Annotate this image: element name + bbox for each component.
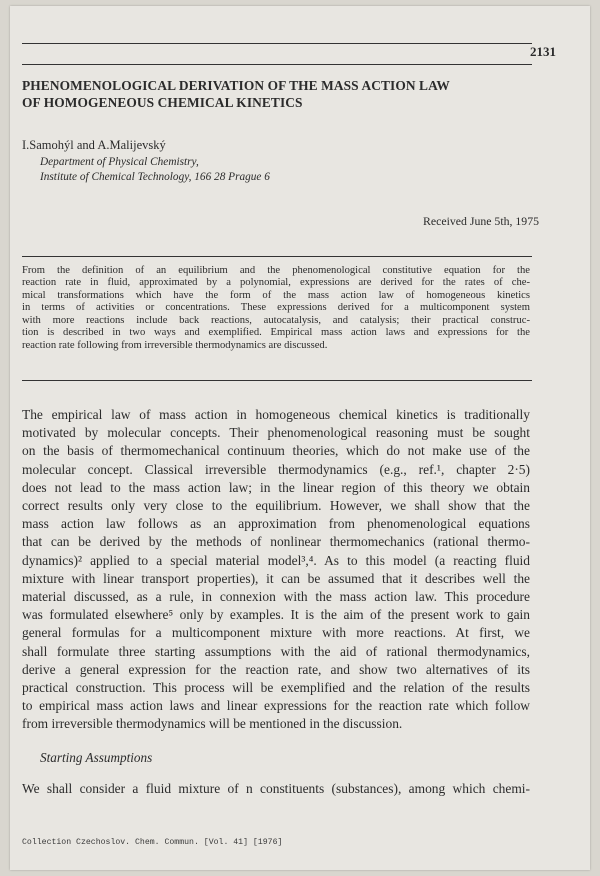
abstract [22,265,530,352]
authors: I.Samohýl and A.Malijevský [22,138,166,152]
received-date: Received June 5th, 1975 [423,214,539,228]
body-line: general formulas for a multicomponent mixture with more reactions. At first, we [22,625,530,641]
page-number: 2131 [530,44,556,59]
body-line: was formulated elsewhere⁵ only by examples. It is the aim of the present work to gain [22,607,530,623]
abstract-line: reaction rate following from irreversible thermodynamics are discussed. [22,339,328,351]
body-line: shall formulate three starting assumptions with the aid of rational thermodynamics, [22,643,530,659]
body-line: derive a general expression for the reaction rate, and show two alternatives of its [22,661,530,677]
affiliation-line-1: Department of Physical Chemistry, [40,156,199,168]
body-line: material discussed, as a rule, in connexion with the mass action law. This procedure [22,589,530,605]
body-line: does not lead to the mass action law; in the linear region of this theory we obtain [22,479,530,495]
body-line: correct results only very close to the equilibrium. However, we shall show that the [22,498,530,514]
title-line-1: PHENOMENOLOGICAL DERIVATION OF THE MASS ACTION LAW [22,78,450,93]
title-line-2: OF HOMOGENEOUS CHEMICAL KINETICS [22,95,303,110]
body-line: from irreversible thermodynamics will be mentioned in the discussion. [22,716,403,732]
abstract-line: in terms of activities or concentrations. These expressions derived for a multicomponent system [22,302,530,314]
journal-footer: Collection Czechoslov. Chem. Commun. [Vol. 41] [1976] [22,838,283,847]
header-rule [22,64,532,65]
body-line: practical construction. This process will be exemplified and the relation of the results [22,680,530,696]
abstract-line: reaction rate in fluid, approximated by a polynomial, expressions are derived for the rates of che- [22,277,530,289]
body-line: to empirical mass action laws and linear expressions for the reaction rate which follow [22,698,530,714]
body-line: that can be derived by the methods of nonlinear thermomechanics (rational thermo- [22,534,530,550]
body-paragraph [22,406,530,734]
affiliation [40,155,270,185]
abstract-line: From the definition of an equilibrium and the phenomenological constitutive equation for the [22,265,530,276]
body-line: mass action law follows as an approximation from phenomenological equations [22,516,530,532]
body-line: dynamics)² applied to a special material model³,⁴. As to this model (a reacting fluid [22,552,530,568]
body-line: mixture with linear transport properties), it can be assumed that it describes well the [22,570,530,586]
section-first-line: We shall consider a fluid mixture of n constituents (substances), among which chemi- [22,781,530,796]
body-line: on the basis of thermomechanical continuum theories, which do not make use of the [22,443,530,459]
abstract-bottom-rule [22,380,532,381]
affiliation-line-2: Institute of Chemical Technology, 166 28 Prague 6 [40,171,270,183]
abstract-line: mical transformations which have the form of the mass action law of homogeneous kinetics [22,289,530,301]
body-line: The empirical law of mass action in homogeneous chemical kinetics is traditionally [22,407,530,422]
abstract-line: tion is described in two ways and exemplified. Empirical mass action laws and expressions for the [22,327,530,339]
article-title [22,77,532,111]
body-line: molecular concept. Classical irreversible thermodynamics (e.g., ref.¹, chapter 2·5) [22,461,530,477]
section-heading: Starting Assumptions [40,750,153,765]
abstract-top-rule [22,256,532,257]
body-line: motivated by molecular concepts. Their phenomenological reasoning must be sought [22,425,530,441]
abstract-line: with more reactions include back reactions, autocatalysis, and catalysis; their practical construc- [22,314,530,326]
top-rule [22,43,532,44]
